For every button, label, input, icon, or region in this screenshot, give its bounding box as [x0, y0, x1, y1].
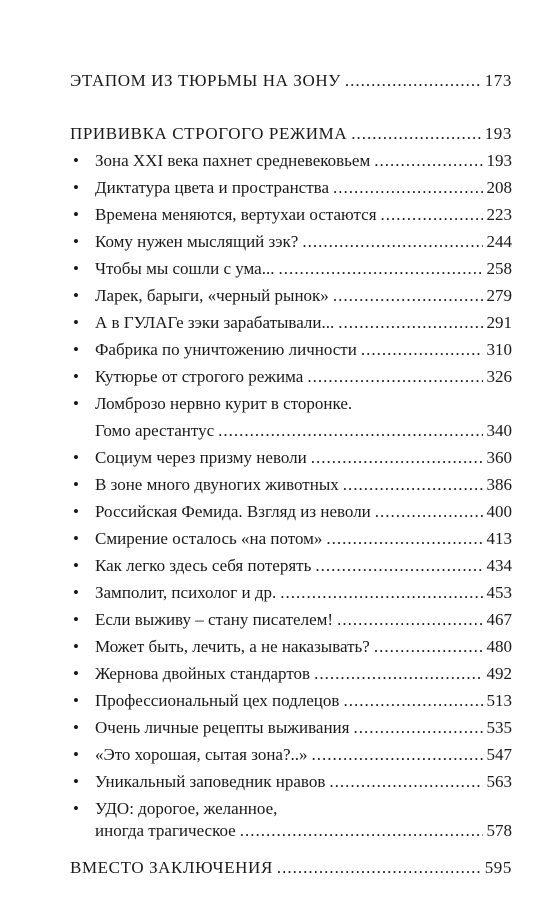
bullet-icon: •: [73, 259, 79, 278]
bullet-icon: •: [73, 340, 79, 359]
bullet-icon: •: [73, 772, 79, 791]
toc-entry[interactable]: [73, 475, 512, 499]
entry-page-number: 208: [486, 178, 512, 197]
entry-page-number: 326: [486, 367, 512, 386]
entry-title: Времена меняются, вертухаи остаются: [95, 205, 377, 224]
leader-dots: [353, 718, 482, 738]
entry-title: Чтобы мы сошли с ума...: [95, 259, 275, 278]
bullet-icon: •: [73, 745, 79, 764]
bullet-icon: •: [73, 178, 79, 197]
entry-title: Российская Фемида. Взгляд из неволи: [95, 502, 371, 521]
leader-dots: [381, 205, 483, 225]
leader-dots: [361, 340, 483, 360]
bullet-icon: •: [73, 799, 79, 818]
entry-title-continued: иногда трагическое: [95, 821, 236, 840]
toc-entry[interactable]: [73, 340, 512, 364]
toc-entry[interactable]: [73, 313, 512, 337]
entry-title: А в ГУЛАГе зэки зарабатывали...: [95, 313, 335, 332]
entry-page-number: 279: [486, 286, 512, 305]
entry-page-number: 492: [486, 664, 512, 683]
toc-entry[interactable]: [73, 394, 512, 445]
bullet-icon: •: [73, 556, 79, 575]
toc-entry[interactable]: [73, 556, 512, 580]
entry-page-number: 547: [486, 745, 512, 764]
entry-page-number: 291: [486, 313, 512, 332]
bullet-icon: •: [73, 502, 79, 521]
toc-entry[interactable]: [73, 745, 512, 769]
leader-dots: [333, 178, 483, 198]
bullet-icon: •: [73, 583, 79, 602]
leader-dots: [343, 475, 483, 495]
toc-entry[interactable]: [73, 232, 512, 256]
entry-title: Уникальный заповедник нравов: [95, 772, 326, 791]
entry-page-number: 360: [486, 448, 512, 467]
bullet-icon: •: [73, 448, 79, 467]
entry-title: Зона XXI века пахнет средневековьем: [95, 151, 371, 170]
leader-dots: [307, 367, 482, 387]
entry-page-number: 513: [486, 691, 512, 710]
entry-page-number: 244: [486, 232, 512, 251]
entry-title: Как легко здесь себя потерять: [95, 556, 312, 575]
toc-entry[interactable]: [73, 259, 512, 283]
toc-section[interactable]: [70, 124, 512, 148]
bullet-icon: •: [73, 664, 79, 683]
section-page-number: 595: [484, 858, 512, 877]
entry-title: Смирение осталось «на потом»: [95, 529, 323, 548]
toc-entry[interactable]: [73, 502, 512, 526]
section-page-number: 193: [484, 124, 512, 143]
entry-page-number: 563: [486, 772, 512, 791]
entry-page-number: 578: [486, 821, 512, 840]
section-title: ВМЕСТО ЗАКЛЮЧЕНИЯ: [70, 858, 273, 877]
leader-dots: [302, 232, 482, 252]
toc-entry[interactable]: [73, 286, 512, 310]
entry-page-number: 480: [486, 637, 512, 656]
entry-title: Ломброзо нервно курит в сторонке.: [95, 394, 353, 413]
entry-title: УДО: дорогое, желанное,: [95, 799, 278, 818]
toc-entry[interactable]: [73, 367, 512, 391]
toc-entry[interactable]: [73, 691, 512, 715]
entry-title: Может быть, лечить, а не наказывать?: [95, 637, 370, 656]
toc-entry[interactable]: [73, 583, 512, 607]
leader-dots: [343, 691, 482, 711]
leader-dots: [315, 556, 482, 576]
leader-dots: [240, 821, 483, 841]
leader-dots: [333, 286, 483, 306]
entry-page-number: 223: [486, 205, 512, 224]
leader-dots: [326, 529, 482, 549]
bullet-icon: •: [73, 475, 79, 494]
entry-page-number: 193: [486, 151, 512, 170]
toc-entry[interactable]: [73, 151, 512, 175]
entry-title: Ларек, барыги, «черный рынок»: [95, 286, 329, 305]
bullet-icon: •: [73, 529, 79, 548]
leader-dots: [337, 610, 482, 630]
toc-section[interactable]: [70, 858, 512, 882]
entry-title: Кутюрье от строгого режима: [95, 367, 304, 386]
entry-page-number: 310: [486, 340, 512, 359]
entry-title: Профессиональный цех подлецов: [95, 691, 340, 710]
entry-title-continued: Гомо арестантус: [95, 421, 215, 440]
entry-page-number: 467: [486, 610, 512, 629]
leader-dots: [351, 124, 480, 144]
leader-dots: [218, 421, 482, 441]
bullet-icon: •: [73, 718, 79, 737]
leader-dots: [329, 772, 482, 792]
leader-dots: [374, 637, 483, 657]
bullet-icon: •: [73, 286, 79, 305]
bullet-icon: •: [73, 367, 79, 386]
entry-page-number: 400: [486, 502, 512, 521]
entry-page-number: 535: [486, 718, 512, 737]
entry-page-number: 434: [486, 556, 512, 575]
leader-dots: [314, 664, 482, 684]
leader-dots: [345, 71, 481, 91]
entry-title: Кому нужен мыслящий зэк?: [95, 232, 299, 251]
leader-dots: [374, 151, 482, 171]
leader-dots: [277, 858, 481, 878]
entry-title: Фабрика по уничтожению личности: [95, 340, 357, 359]
bullet-icon: •: [73, 232, 79, 251]
toc-section[interactable]: [70, 71, 512, 95]
leader-dots: [280, 583, 482, 603]
bullet-icon: •: [73, 151, 79, 170]
toc-entry[interactable]: [73, 637, 512, 661]
leader-dots: [311, 448, 483, 468]
bullet-icon: •: [73, 610, 79, 629]
entry-title: Очень личные рецепты выживания: [95, 718, 350, 737]
entry-page-number: 258: [486, 259, 512, 278]
entry-page-number: 340: [486, 421, 512, 440]
toc-entry[interactable]: [73, 448, 512, 472]
section-title: ЭТАПОМ ИЗ ТЮРЬМЫ НА ЗОНУ: [70, 71, 341, 90]
entry-title: Диктатура цвета и пространства: [95, 178, 329, 197]
entry-title: Замполит, психолог и др.: [95, 583, 277, 602]
toc-entry[interactable]: [73, 664, 512, 688]
entry-title: «Это хорошая, сытая зона?..»: [95, 745, 308, 764]
toc-entry[interactable]: [73, 718, 512, 742]
toc-entry[interactable]: [73, 529, 512, 553]
leader-dots: [278, 259, 482, 279]
entry-title: Если выживу – стану писателем!: [95, 610, 334, 629]
bullet-icon: •: [73, 313, 79, 332]
entry-title: Жернова двойных стандартов: [95, 664, 311, 683]
leader-dots: [312, 745, 483, 765]
toc-entry[interactable]: [73, 772, 512, 796]
bullet-icon: •: [73, 637, 79, 656]
leader-dots: [375, 502, 483, 522]
leader-dots: [338, 313, 482, 333]
toc-entry[interactable]: [73, 799, 512, 845]
entry-title: В зоне много двуногих животных: [95, 475, 339, 494]
entry-page-number: 453: [486, 583, 512, 602]
toc-entry[interactable]: [73, 178, 512, 202]
section-title: ПРИВИВКА СТРОГОГО РЕЖИМА: [70, 124, 348, 143]
toc-entry[interactable]: [73, 610, 512, 634]
toc-entry[interactable]: [73, 205, 512, 229]
entry-title: Социум через призму неволи: [95, 448, 307, 467]
section-page-number: 173: [484, 71, 512, 90]
bullet-icon: •: [73, 691, 79, 710]
entry-page-number: 413: [486, 529, 512, 548]
bullet-icon: •: [73, 205, 79, 224]
bullet-icon: •: [73, 394, 79, 413]
entry-page-number: 386: [486, 475, 512, 494]
